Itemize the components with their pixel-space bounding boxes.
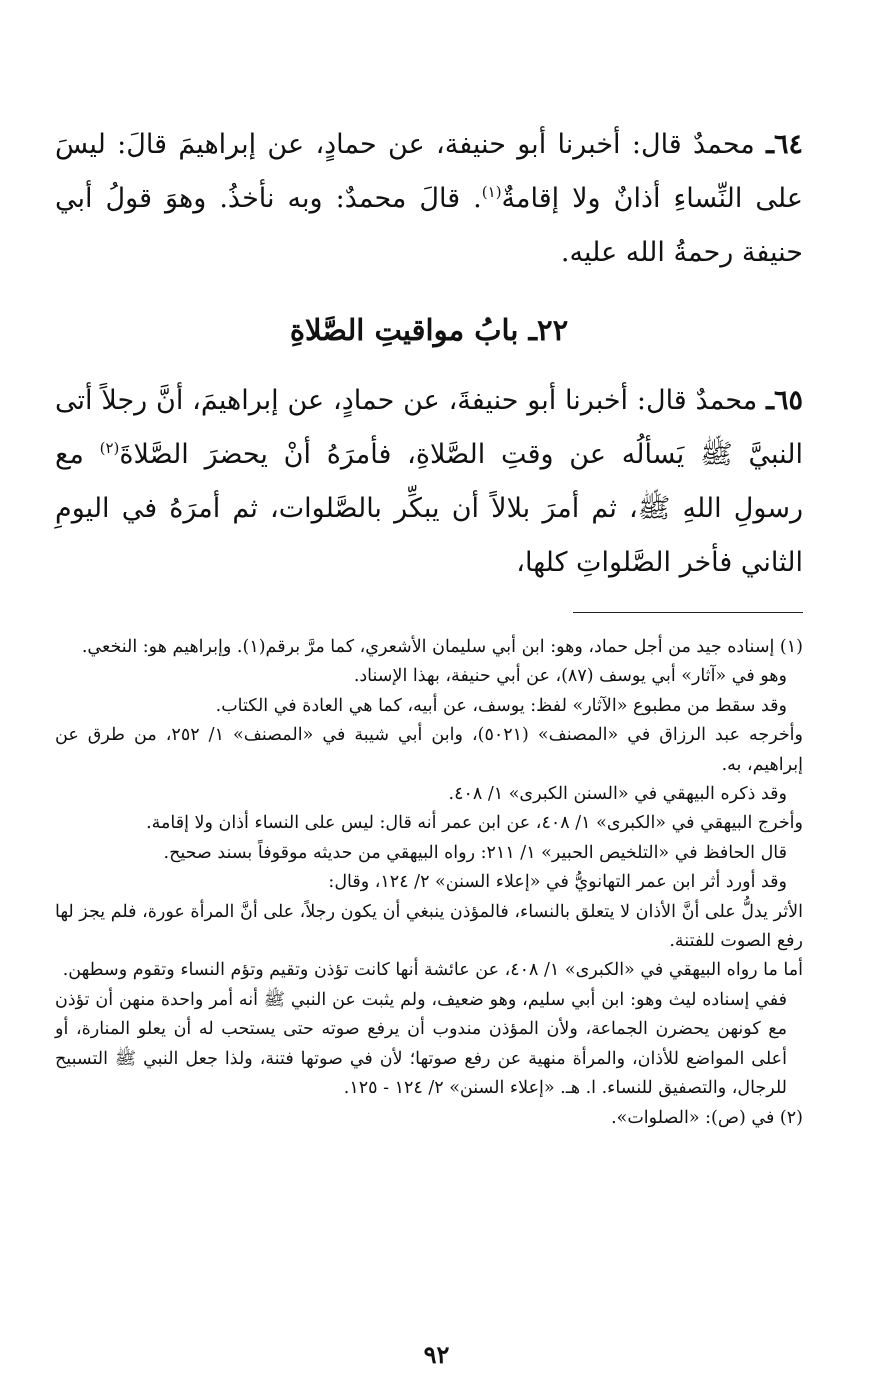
footnote-1: (١) إسناده جيد من أجل حماد، وهو: ابن أبي سليمان الأشعري، كما مرَّ برقم(١). وإبراهيم هو: النخعي. [81,637,803,657]
footnote-1-line: وقد ذكره البيهقي في «السنن الكبرى» ١/ ٤٠٨. [448,784,787,805]
footnote-marker[interactable]: (٢) [99,439,120,457]
hadith-text-cont: مع رسولِ اللهِ ﷺ، ثم أمرَ بلالاً أن يبكِّر بالصَّلوات، ثم أمرَهُ في اليومِ الثاني فأخر الصَّلواتِ كلها، [55,439,803,578]
hadith-number: ٦٥ـ [766,385,803,416]
footnote-marker[interactable]: (١) [481,183,502,201]
hadith-number: ٦٤ـ [766,129,803,160]
footnote-1-line: أما ما رواه البيهقي في «الكبرى» ١/ ٤٠٨، عن عائشة أنها كانت تؤذن وتقيم وتؤم النساء وتقوم وسطهن. [62,960,803,981]
footnote-1-line: ففي إسناده ليث وهو: ابن أبي سليم، وهو ضعيف، ولم يثبت عن النبي ﷺ أنه أمر واحدة منهن أن تؤذن مع كونهن يحضرن الجماعة، ولأن المؤذن مندوب أن يرفع صوته حتى يستحب له أن يعلو المنارة، أو أعلى المواضع للأذان، والمرأة منهية عن رفع صوتها؛ لأن في صوتها فتنة، ولذا جعل النبي ﷺ التسبيح للرجال، والتصفيق للنساء. ا. هـ. «إعلاء السنن» ٢/ ١٢٤ - ١٢٥. [55,989,787,1099]
hadith-65 [55,374,803,590]
footnote-2: (٢) في (ص): «الصلوات». [611,1107,803,1128]
chapter-title: ٢٢ـ بابُ مواقيتِ الصَّلاةِ [289,313,569,347]
footnote-1-line: الأثر يدلُّ على أنَّ الأذان لا يتعلق بالنساء، فالمؤذن ينبغي أن يكون رجلاً، على أنَّ المرأة عورة، فلم يجز لها رفع الصوت للفتنة. [55,901,803,952]
page-number: ٩٢ [423,1340,450,1369]
footnote-1-line: وقد أورد أثر ابن عمر التهانويُّ في «إعلاء السنن» ٢/ ١٢٤، وقال: [328,872,787,893]
footnote-separator [573,612,803,613]
footnote-1-line: وأخرجه عبد الرزاق في «المصنف» (٥٠٢١)، وابن أبي شيبة في «المصنف» ١/ ٢٥٢، من طرق عن إبراهيم، به. [55,725,803,775]
hadith-text: محمدٌ قال: أخبرنا أبو حنيفة، عن حمادٍ، عن إبراهيمَ قالَ: ليسَ على النِّساءِ أذانٌ ولا إقامةٌ [55,129,803,214]
footnote-1-line: وقد سقط من مطبوع «الآثار» لفظ: يوسف، عن أبيه، كما هي العادة في الكتاب. [215,695,787,716]
footnote-1-line: وأخرج البيهقي في «الكبرى» ١/ ٤٠٨، عن ابن عمر أنه قال: ليس على النساء أذان ولا إقامة. [146,813,803,834]
footnote-1-line: وهو في «آثار» أبي يوسف (٨٧)، عن أبي حنيفة، بهذا الإسناد. [353,666,787,687]
hadith-64 [55,118,803,280]
main-text [55,118,803,590]
hadith-text: محمدٌ قال: أخبرنا أبو حنيفةَ، عن حمادٍ، عن إبراهيمَ، أنَّ رجلاً أتى النبيَّ ﷺ يَسألُه عن وقتِ الصَّلاةِ، فأمرَهُ أنْ يحضرَ الصَّلاةَ [55,385,803,470]
footnotes [55,633,803,1133]
footnote-1-line: قال الحافظ في «التلخيص الحبير» ١/ ٢١١: رواه البيهقي من حديثه موقوفاً بسند صحيح. [163,842,787,863]
hadith-text-cont: . قالَ محمدٌ: وبه نأخذُ. وهوَ قولُ أبي حنيفة رحمةُ الله عليه. [55,183,803,268]
